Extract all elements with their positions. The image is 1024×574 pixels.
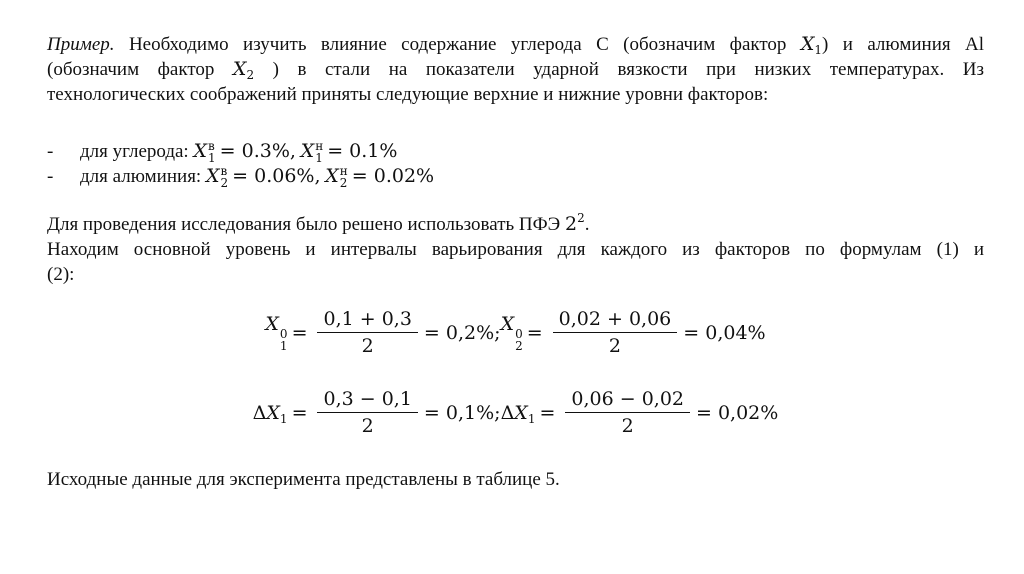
research-line-1 xyxy=(47,212,984,237)
var-x2-zero: X 0 2 xyxy=(500,313,523,353)
equals-sign: = xyxy=(291,321,308,344)
intro-text-2a: (обозначим фактор xyxy=(47,59,215,80)
var-x2: $X_2$ xyxy=(232,58,255,82)
intro-text-1a: Необходимо изучить влияние содержание углерода С (обозначим фактор xyxy=(128,34,787,55)
var-x1: $X_1$ xyxy=(514,401,536,426)
fraction-4: $\frac{0,06 - 0,02}{2}$ xyxy=(565,388,690,437)
example-word: Пример. xyxy=(47,34,115,55)
var-x1: $X_1$ xyxy=(800,33,823,57)
research-line-2: Находим основной уровень и интервалы варьирования для каждого из факторов по формулам (1) и xyxy=(47,239,984,260)
result-1: = 0,2%; xyxy=(423,321,501,344)
list-dash: - xyxy=(47,166,54,187)
formula-row-1 xyxy=(47,308,984,357)
period: . xyxy=(584,214,590,235)
aluminium-label: для алюминия: xyxy=(80,166,202,187)
fraction-1: $\frac{0,1 + 0,3}{2}$ xyxy=(317,308,417,357)
var-x1-lower: X н 1 xyxy=(300,139,324,165)
intro-line-1 xyxy=(47,32,984,57)
research-line-3: (2): xyxy=(47,264,75,285)
list-item-aluminium xyxy=(47,164,434,189)
carbon-lower-value: = 0.1% xyxy=(327,140,398,162)
fraction-3: $\frac{0,3 - 0,1}{2}$ xyxy=(317,388,417,437)
result-3: = 0,1%; xyxy=(423,401,501,424)
list-dash: - xyxy=(47,141,54,162)
result-2: = 0,04% xyxy=(683,321,766,344)
fraction-2: $\frac{0,02 + 0,06}{2}$ xyxy=(553,308,678,357)
intro-line-2 xyxy=(47,57,984,82)
equals-sign: = xyxy=(291,401,308,424)
var-x2-lower: X н 2 xyxy=(325,164,348,190)
aluminium-lower-value: = 0.02% xyxy=(351,165,435,187)
var-x1-upper: X в 1 xyxy=(193,139,216,165)
delta-symbol: Δ xyxy=(252,401,267,424)
var-x1-zero: X 0 1 xyxy=(265,313,288,353)
carbon-label: для углерода: xyxy=(80,141,189,162)
var-x1: $X_1$ xyxy=(266,401,288,426)
equals-sign: = xyxy=(539,401,556,424)
research-text-1: Для проведения исследования было решено использовать ПФЭ xyxy=(47,214,561,235)
formula-row-2 xyxy=(47,388,984,437)
delta-symbol: Δ xyxy=(500,401,515,424)
closing-line: Исходные данные для эксперимента представлены в таблице 5. xyxy=(47,469,560,490)
equals-sign: = xyxy=(526,321,543,344)
list-item-carbon xyxy=(47,139,397,164)
result-4: = 0,02% xyxy=(696,401,779,424)
var-x2-upper: X в 2 xyxy=(205,164,229,190)
carbon-upper-value: = 0.3%, xyxy=(219,140,296,162)
pfe-power: $2^2$ xyxy=(564,211,585,235)
intro-line-3: технологических соображений приняты следующие верхние и нижние уровни факторов: xyxy=(47,84,769,105)
intro-text-1b: ) и алюминия Al xyxy=(822,34,985,55)
aluminium-upper-value: = 0.06%, xyxy=(232,165,321,187)
intro-text-2b: ) в стали на показатели ударной вязкости при низких температурах. Из xyxy=(272,59,985,80)
